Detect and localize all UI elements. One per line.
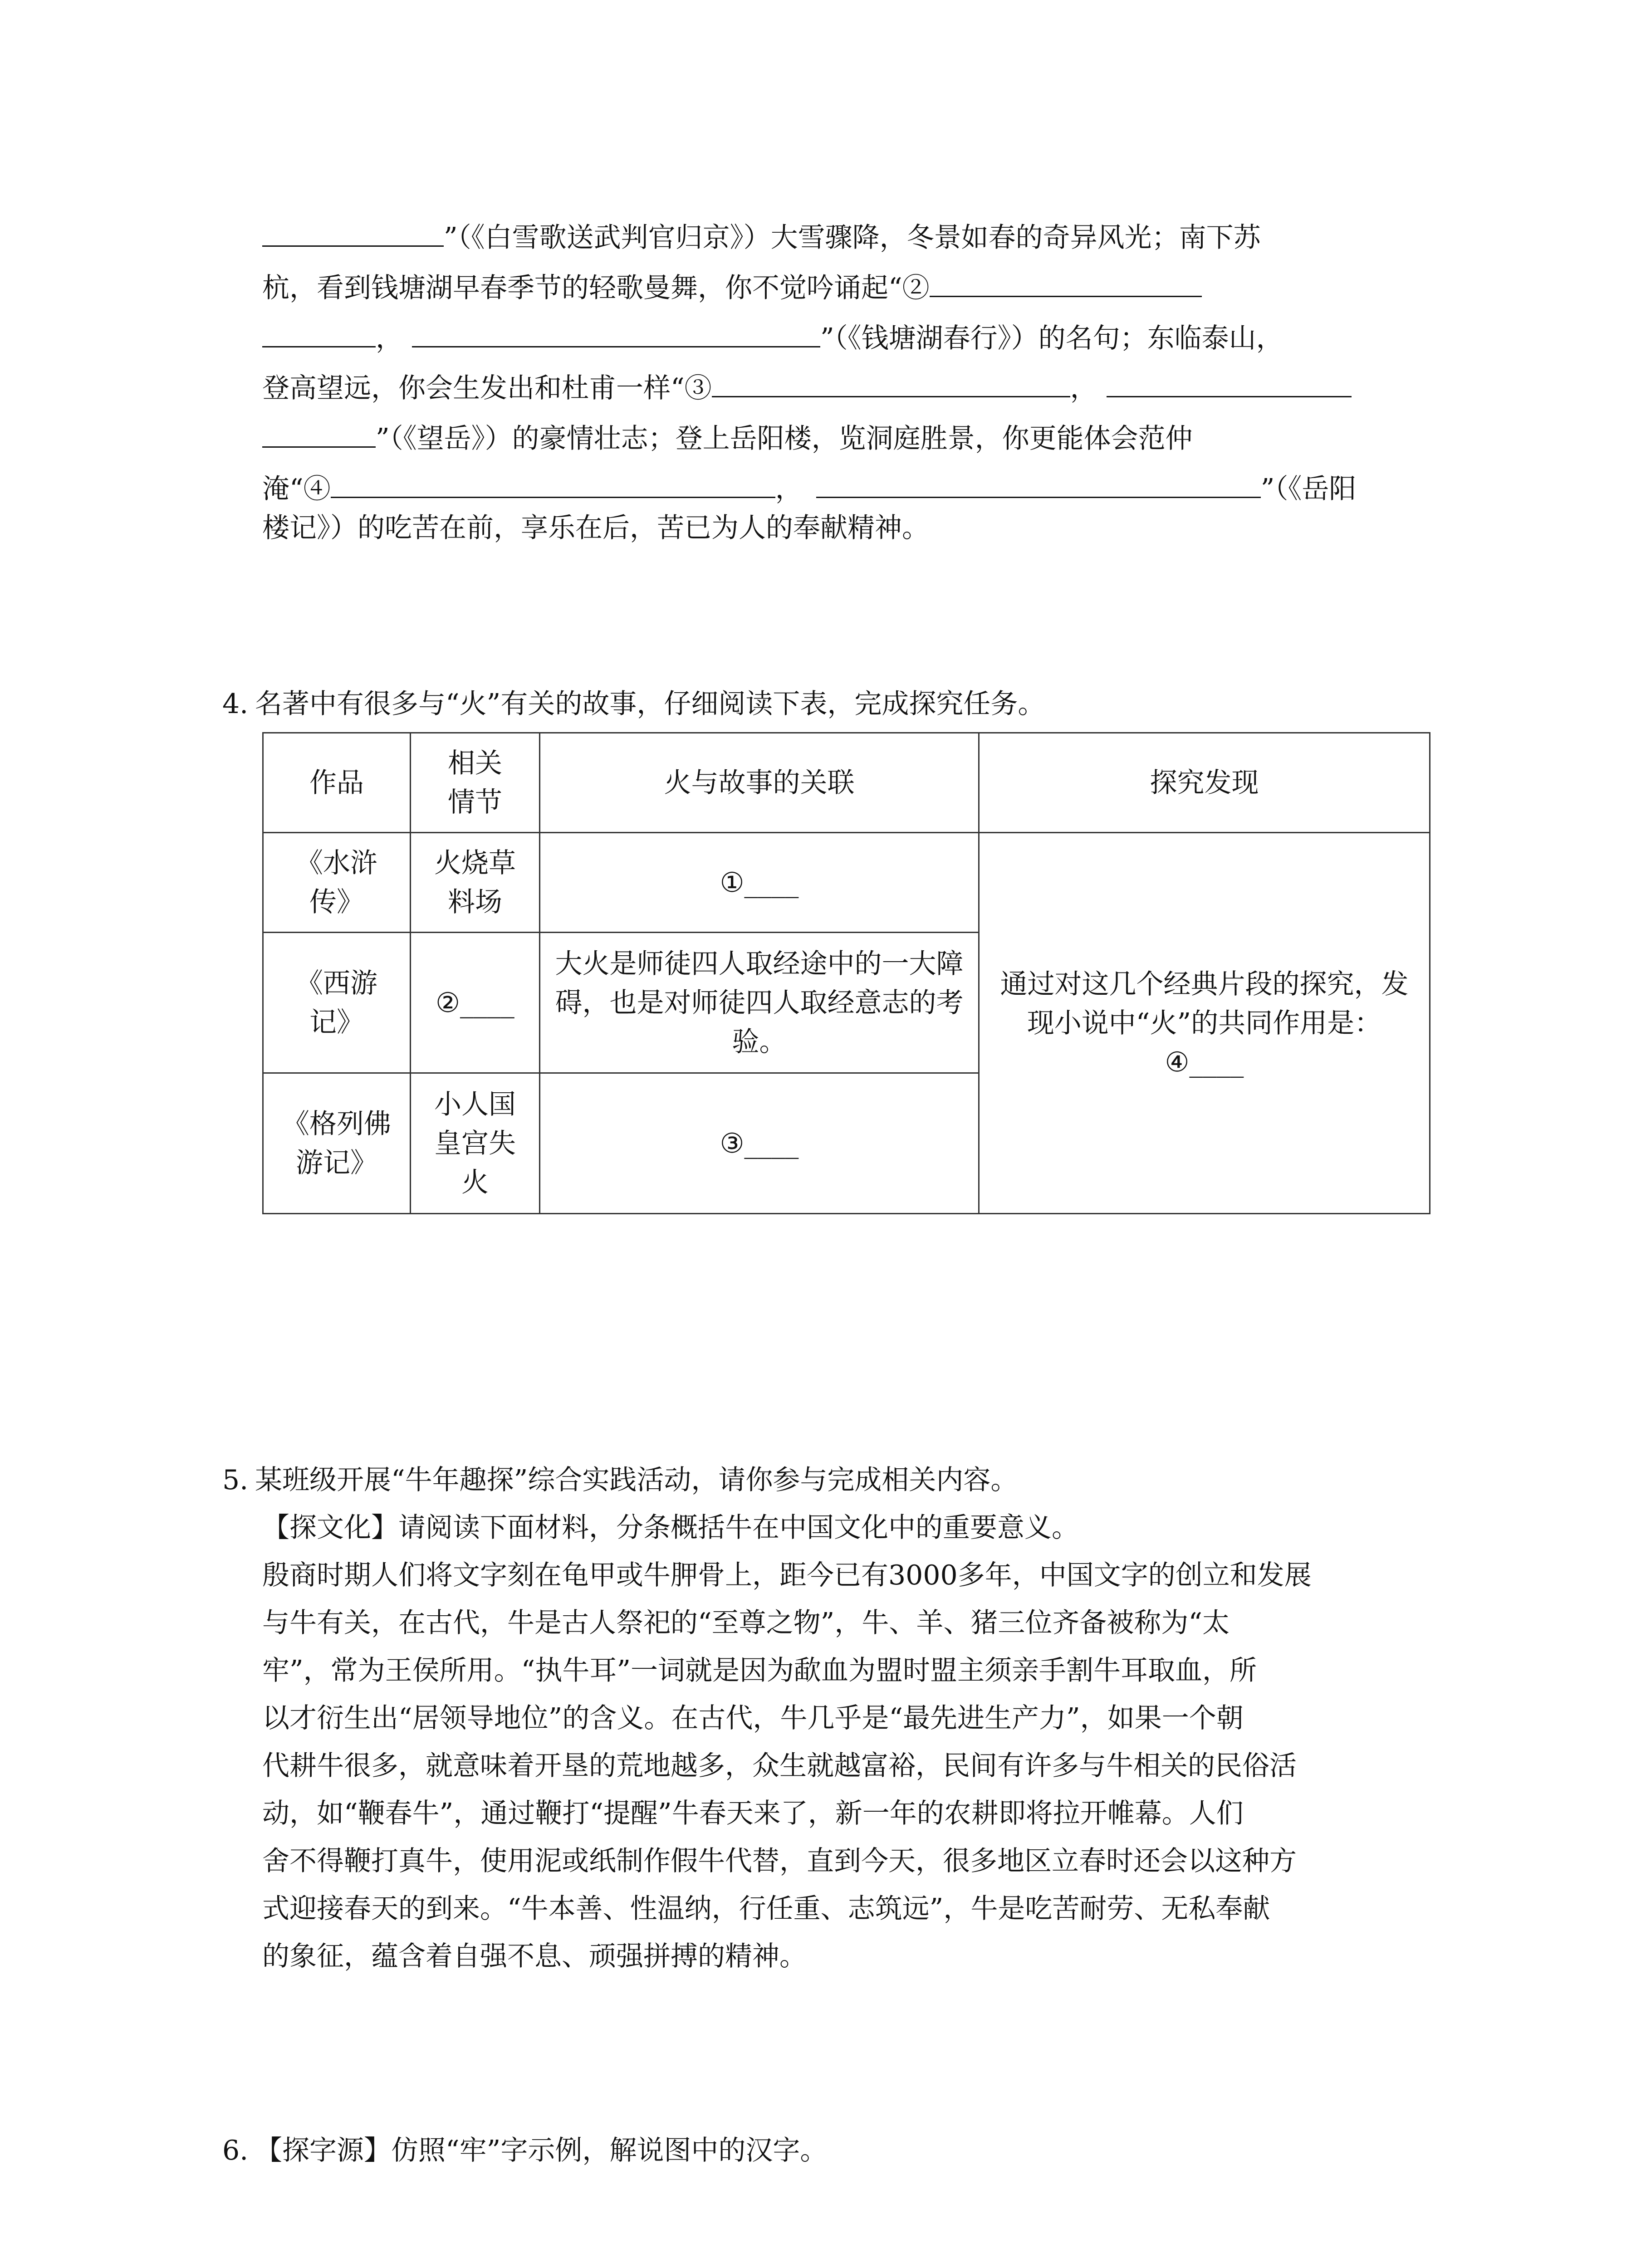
q3-line-4: 登高望远，你会生发出和杜甫一样“③ ， bbox=[262, 370, 1352, 405]
q3-line-5: ”（《望岳》）的豪情壮志；登上岳阳楼，览洞庭胜景，你更能体会范仲 bbox=[262, 420, 1193, 455]
answer-blank-3a[interactable] bbox=[712, 370, 1070, 397]
question-number: 4. bbox=[222, 688, 249, 720]
cell-plot: 小人国皇宫失火 bbox=[411, 1073, 540, 1214]
passage-line: 牢”，常为王侯所用。“执牛耳”一词就是因为歃血为盟时盟主须亲手割牛耳取血，所 bbox=[262, 1655, 1257, 1686]
cell-work: 《西游记》 bbox=[263, 933, 411, 1073]
question-number: 6. bbox=[222, 2135, 249, 2166]
answer-blank-2c[interactable] bbox=[412, 320, 820, 347]
header-work: 作品 bbox=[263, 733, 411, 833]
q3-line-3: ， ”（《钱塘湖春行》）的名句；东临泰山， bbox=[262, 320, 1283, 355]
header-relation: 火与故事的关联 bbox=[540, 733, 979, 833]
passage-line: 舍不得鞭打真牛，使用泥或纸制作假牛代替，直到今天，很多地区立春时还会以这种方 bbox=[262, 1845, 1297, 1877]
answer-blank-3b[interactable] bbox=[1107, 370, 1352, 397]
answer-blank-4b[interactable] bbox=[816, 470, 1261, 498]
passage-line: 与牛有关，在古代，牛是古人祭祀的“至尊之物”，牛、羊、猪三位齐备被称为“太 bbox=[262, 1607, 1230, 1639]
fire-stories-table bbox=[262, 732, 1430, 1214]
cell-plot-blank[interactable]: ②____ bbox=[411, 933, 540, 1073]
question-number: 5. bbox=[222, 1464, 249, 1496]
passage-line: 动，如“鞭春牛”，通过鞭打“提醒”牛春天来了，新一年的农耕即将拉开帷幕。人们 bbox=[262, 1798, 1244, 1829]
answer-blank-2b[interactable] bbox=[262, 320, 376, 347]
cell-relation-blank[interactable]: ①____ bbox=[540, 833, 979, 933]
q3-line-7: 楼记》）的吃苦在前，享乐在后，苦已为人的奉献精神。 bbox=[262, 512, 929, 544]
q3-line-6: 淹“④ ， ”（《岳阳 bbox=[262, 470, 1356, 505]
header-finding: 探究发现 bbox=[979, 733, 1430, 833]
cell-work: 《水浒传》 bbox=[263, 833, 411, 933]
passage-line: 殷商时期人们将文字刻在龟甲或牛胛骨上，距今已有3000多年，中国文字的创立和发展 bbox=[262, 1559, 1312, 1591]
answer-blank-1[interactable] bbox=[262, 219, 444, 247]
q5-prompt: 5. 某班级开展“牛年趣探”综合实践活动，请你参与完成相关内容。 bbox=[222, 1464, 1018, 1496]
q4-prompt: 4. 名著中有很多与“火”有关的故事，仔细阅读下表，完成探究任务。 bbox=[222, 688, 1045, 720]
header-plot: 相关情节 bbox=[411, 733, 540, 833]
q6-prompt: 6. 【探字源】仿照“牢”字示例，解说图中的汉字。 bbox=[222, 2135, 828, 2166]
q3-line-2: 杭，看到钱塘湖早春季节的轻歌曼舞，你不觉吟诵起“② bbox=[262, 269, 1202, 304]
passage-line: 代耕牛很多，就意味着开垦的荒地越多，众生就越富裕，民间有许多与牛相关的民俗活 bbox=[262, 1750, 1297, 1782]
table-header-row bbox=[263, 733, 1430, 833]
cell-finding: 通过对这几个经典片段的探究，发现小说中“火”的共同作用是： ④____ bbox=[979, 833, 1430, 1214]
table-row bbox=[263, 833, 1430, 933]
cell-plot: 火烧草料场 bbox=[411, 833, 540, 933]
q3-line-1: ”（《白雪歌送武判官归京》）大雪骤降，冬景如春的奇异风光；南下苏 bbox=[262, 219, 1261, 254]
passage-line: 式迎接春天的到来。“牛本善、性温纳，行任重、志筑远”，牛是吃苦耐劳、无私奉献 bbox=[262, 1893, 1270, 1925]
passage-line: 的象征，蕴含着自强不息、顽强拼搏的精神。 bbox=[262, 1941, 807, 1972]
passage-line: 以才衍生出“居领导地位”的含义。在古代，牛几乎是“最先进生产力”，如果一个朝 bbox=[262, 1702, 1244, 1734]
cell-relation: 大火是师徒四人取经途中的一大障碍，也是对师徒四人取经意志的考验。 bbox=[540, 933, 979, 1073]
cell-relation-blank[interactable]: ③____ bbox=[540, 1073, 979, 1214]
answer-blank-3c[interactable] bbox=[262, 420, 376, 448]
q5-task: 【探文化】请阅读下面材料，分条概括牛在中国文化中的重要意义。 bbox=[262, 1512, 1079, 1544]
cell-work: 《格列佛游记》 bbox=[263, 1073, 411, 1214]
answer-blank-2a[interactable] bbox=[930, 269, 1202, 297]
finding-blank[interactable]: ④____ bbox=[1165, 1046, 1244, 1078]
answer-blank-4a[interactable] bbox=[331, 470, 775, 498]
